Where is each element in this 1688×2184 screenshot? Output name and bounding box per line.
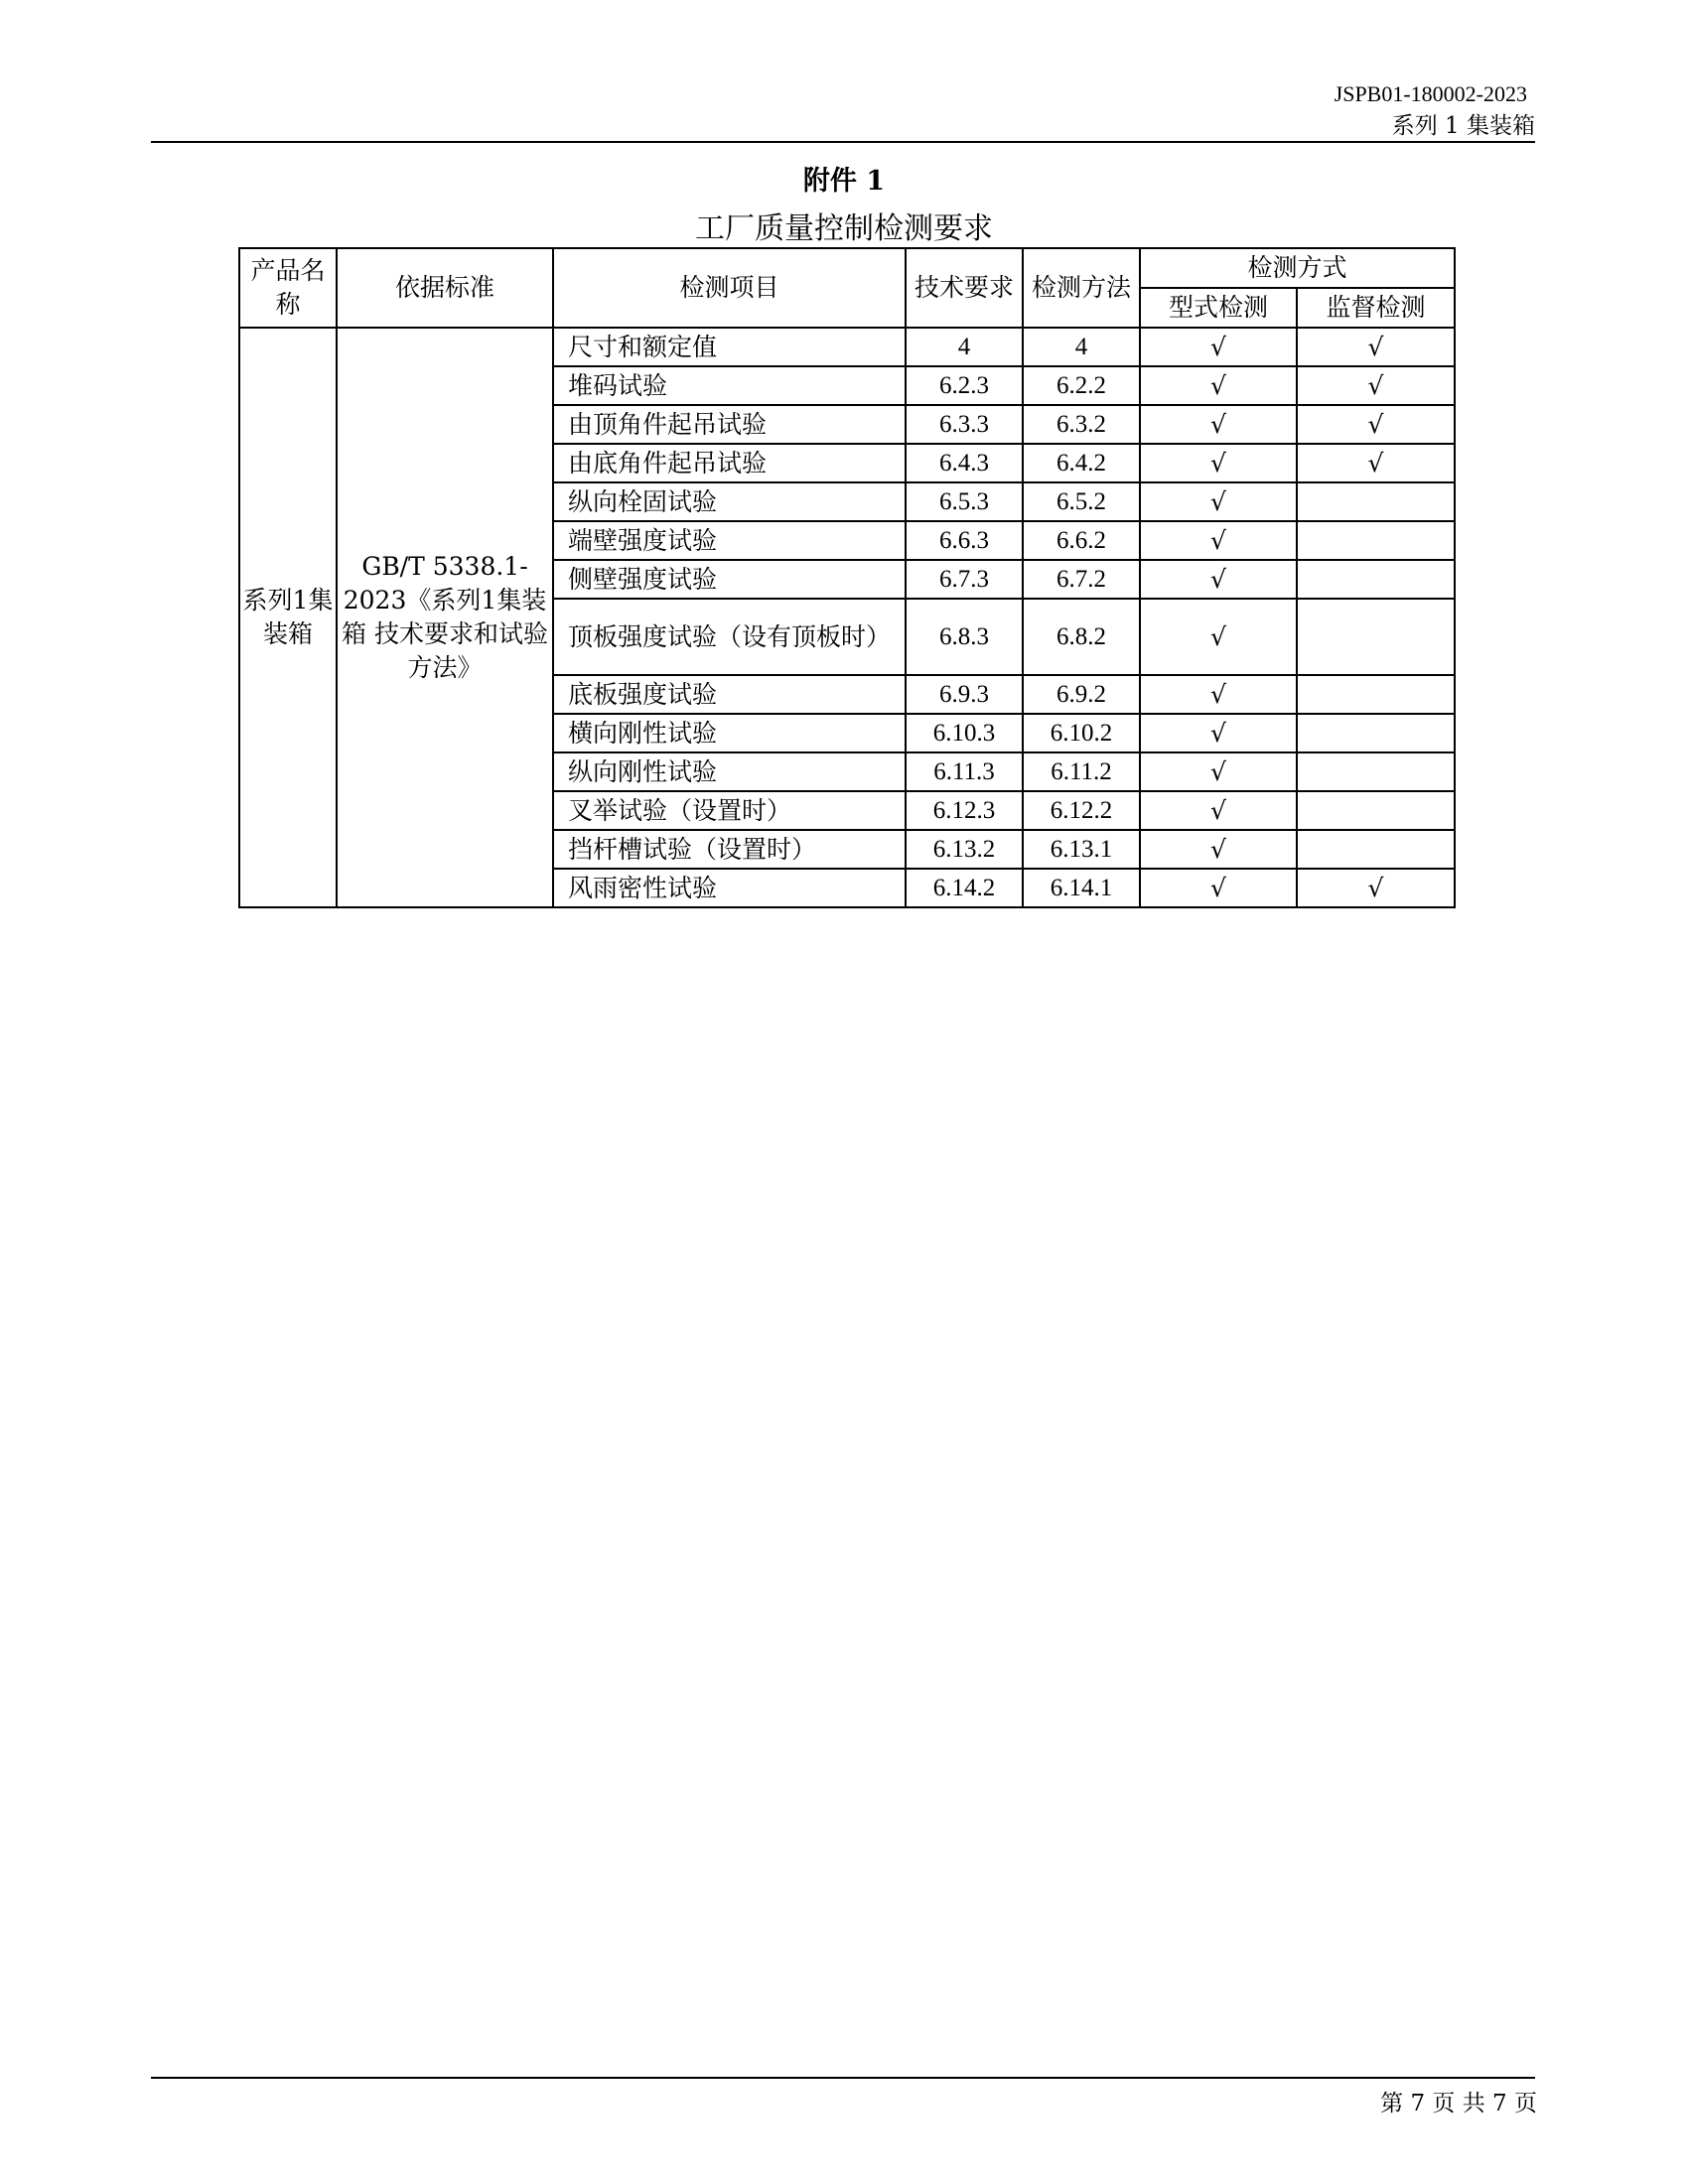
type-test-cell: √ (1140, 560, 1297, 599)
tech-requirement-cell: 4 (906, 328, 1023, 366)
supervision-test-cell: √ (1297, 444, 1455, 482)
header-standard: 依据标准 (337, 248, 553, 328)
supervision-test-cell (1297, 752, 1455, 791)
test-item-cell: 纵向栓固试验 (553, 482, 906, 521)
header-type-test: 型式检测 (1140, 288, 1297, 328)
test-item-cell: 叉举试验（设置时） (553, 791, 906, 830)
test-method-cell: 6.13.1 (1023, 830, 1140, 869)
type-test-cell: √ (1140, 328, 1297, 366)
header-inspection-mode: 检测方式 (1140, 248, 1455, 288)
tech-requirement-cell: 6.13.2 (906, 830, 1023, 869)
type-test-cell: √ (1140, 444, 1297, 482)
test-method-cell: 6.7.2 (1023, 560, 1140, 599)
type-test-cell: √ (1140, 405, 1297, 444)
tech-requirement-cell: 6.6.3 (906, 521, 1023, 560)
supervision-test-cell (1297, 675, 1455, 714)
supervision-test-cell: √ (1297, 366, 1455, 405)
header-product-name: 产品名称 (239, 248, 337, 328)
test-method-cell: 6.10.2 (1023, 714, 1140, 752)
appendix-label: 附件 1 (802, 166, 886, 197)
page-number: 第 7 页 共 7 页 (1380, 2091, 1537, 2116)
supervision-test-cell (1297, 714, 1455, 752)
test-item-cell: 纵向刚性试验 (553, 752, 906, 791)
test-method-cell: 6.8.2 (1023, 599, 1140, 675)
test-method-cell: 6.9.2 (1023, 675, 1140, 714)
test-item-cell: 堆码试验 (553, 366, 906, 405)
test-item-cell: 横向刚性试验 (553, 714, 906, 752)
tech-requirement-cell: 6.9.3 (906, 675, 1023, 714)
tech-requirement-cell: 6.4.3 (906, 444, 1023, 482)
table-row (239, 328, 1455, 366)
header-divider (151, 141, 1535, 143)
test-method-cell: 6.2.2 (1023, 366, 1140, 405)
supervision-test-cell (1297, 482, 1455, 521)
supervision-test-cell: √ (1297, 869, 1455, 907)
tech-requirement-cell: 6.10.3 (906, 714, 1023, 752)
document-code: JSPB01-180002-2023 (1334, 81, 1527, 106)
header-test-item: 检测项目 (553, 248, 906, 328)
supervision-test-cell (1297, 830, 1455, 869)
table-title: 工厂质量控制检测要求 (695, 211, 993, 246)
tech-requirement-cell: 6.8.3 (906, 599, 1023, 675)
tech-requirement-cell: 6.12.3 (906, 791, 1023, 830)
test-method-cell: 6.3.2 (1023, 405, 1140, 444)
type-test-cell: √ (1140, 714, 1297, 752)
tech-requirement-cell: 6.3.3 (906, 405, 1023, 444)
test-method-cell: 4 (1023, 328, 1140, 366)
test-item-cell: 由顶角件起吊试验 (553, 405, 906, 444)
test-item-cell: 底板强度试验 (553, 675, 906, 714)
supervision-test-cell: √ (1297, 328, 1455, 366)
footer-divider (151, 2077, 1535, 2079)
test-method-cell: 6.6.2 (1023, 521, 1140, 560)
tech-requirement-cell: 6.5.3 (906, 482, 1023, 521)
test-item-cell: 端壁强度试验 (553, 521, 906, 560)
test-item-cell: 尺寸和额定值 (553, 328, 906, 366)
test-item-cell: 挡杆槽试验（设置时） (553, 830, 906, 869)
standard-cell: GB/T 5338.1-2023《系列1集装箱 技术要求和试验方法》 (337, 328, 553, 907)
test-method-cell: 6.11.2 (1023, 752, 1140, 791)
tech-requirement-cell: 6.11.3 (906, 752, 1023, 791)
type-test-cell: √ (1140, 752, 1297, 791)
type-test-cell: √ (1140, 521, 1297, 560)
supervision-test-cell (1297, 599, 1455, 675)
type-test-cell: √ (1140, 366, 1297, 405)
test-item-cell: 风雨密性试验 (553, 869, 906, 907)
header-supervision-test: 监督检测 (1297, 288, 1455, 328)
supervision-test-cell (1297, 560, 1455, 599)
product-name-cell: 系列1集装箱 (239, 328, 337, 907)
test-method-cell: 6.4.2 (1023, 444, 1140, 482)
header-test-method: 检测方法 (1023, 248, 1140, 328)
test-item-cell: 侧壁强度试验 (553, 560, 906, 599)
supervision-test-cell: √ (1297, 405, 1455, 444)
tech-requirement-cell: 6.2.3 (906, 366, 1023, 405)
inspection-requirements-table (238, 247, 1456, 908)
supervision-test-cell (1297, 521, 1455, 560)
supervision-test-cell (1297, 791, 1455, 830)
test-item-cell: 由底角件起吊试验 (553, 444, 906, 482)
type-test-cell: √ (1140, 482, 1297, 521)
tech-requirement-cell: 6.7.3 (906, 560, 1023, 599)
header-tech-requirement: 技术要求 (906, 248, 1023, 328)
type-test-cell: √ (1140, 869, 1297, 907)
tech-requirement-cell: 6.14.2 (906, 869, 1023, 907)
test-method-cell: 6.14.1 (1023, 869, 1140, 907)
type-test-cell: √ (1140, 599, 1297, 675)
type-test-cell: √ (1140, 830, 1297, 869)
table-header-row (239, 248, 1455, 288)
test-method-cell: 6.5.2 (1023, 482, 1140, 521)
type-test-cell: √ (1140, 675, 1297, 714)
document-subtitle: 系列 1 集装箱 (1391, 113, 1535, 139)
type-test-cell: √ (1140, 791, 1297, 830)
test-item-cell: 顶板强度试验（设有顶板时） (553, 599, 906, 675)
test-method-cell: 6.12.2 (1023, 791, 1140, 830)
